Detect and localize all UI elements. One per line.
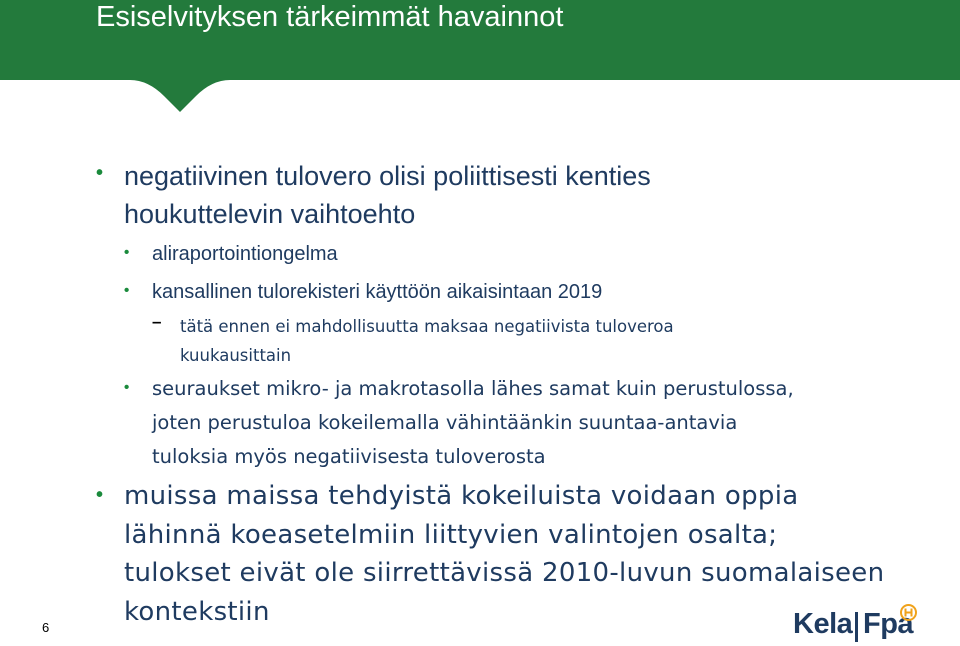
dash-marker: – [152, 312, 162, 331]
logo-kela: Kela [793, 608, 853, 640]
bullet-level2-line: joten perustuloa kokeilemalla vähintäänkin suuntaa-antavia [152, 411, 738, 434]
bullet-level1-line: muissa maissa tehdyistä kokeiluista voidaan oppia [124, 481, 799, 511]
bullet-level1-line: lähinnä koeasetelmiin liittyvien valintojen osalta; [124, 520, 778, 550]
bullet-level1-line: negatiivinen tulovero olisi poliittisesti kenties [124, 161, 651, 191]
bullet-level3-line: kuukausittain [180, 346, 292, 365]
page-title: Esiselvityksen tärkeimmät havainnot [96, 1, 564, 33]
bullet-level2-line: kansallinen tulorekisteri käyttöön aikaisintaan 2019 [152, 281, 603, 303]
bullet-level2-line: aliraportointiongelma [152, 243, 338, 265]
kela-fpa-logo [793, 604, 918, 644]
bullet-level1-line: tulokset eivät ole siirrettävissä 2010-luvun suomalaiseen [124, 558, 885, 588]
bullet-level2-line: tuloksia myös negatiivisesta tuloverosta [152, 445, 546, 468]
bullet-marker: • [96, 162, 104, 184]
page-number: 6 [42, 620, 50, 635]
bullet-level3-line: tätä ennen ei mahdollisuutta maksaa negatiivista tuloveroa [180, 317, 674, 336]
bullet-marker: • [124, 379, 130, 396]
bullet-level1-line: kontekstiin [124, 597, 270, 627]
logo-separator [855, 612, 858, 642]
logo-fpa: Fpa [863, 608, 914, 640]
bullet-marker: • [124, 244, 130, 261]
bullet-marker: • [124, 282, 130, 299]
bullet-level2-line: seuraukset mikro- ja makrotasolla lähes samat kuin perustulossa, [152, 377, 794, 400]
bullet-marker: • [96, 484, 104, 506]
logo-emblem-icon [900, 604, 917, 621]
bullet-level1-line: houkuttelevin vaihtoehto [124, 199, 416, 229]
